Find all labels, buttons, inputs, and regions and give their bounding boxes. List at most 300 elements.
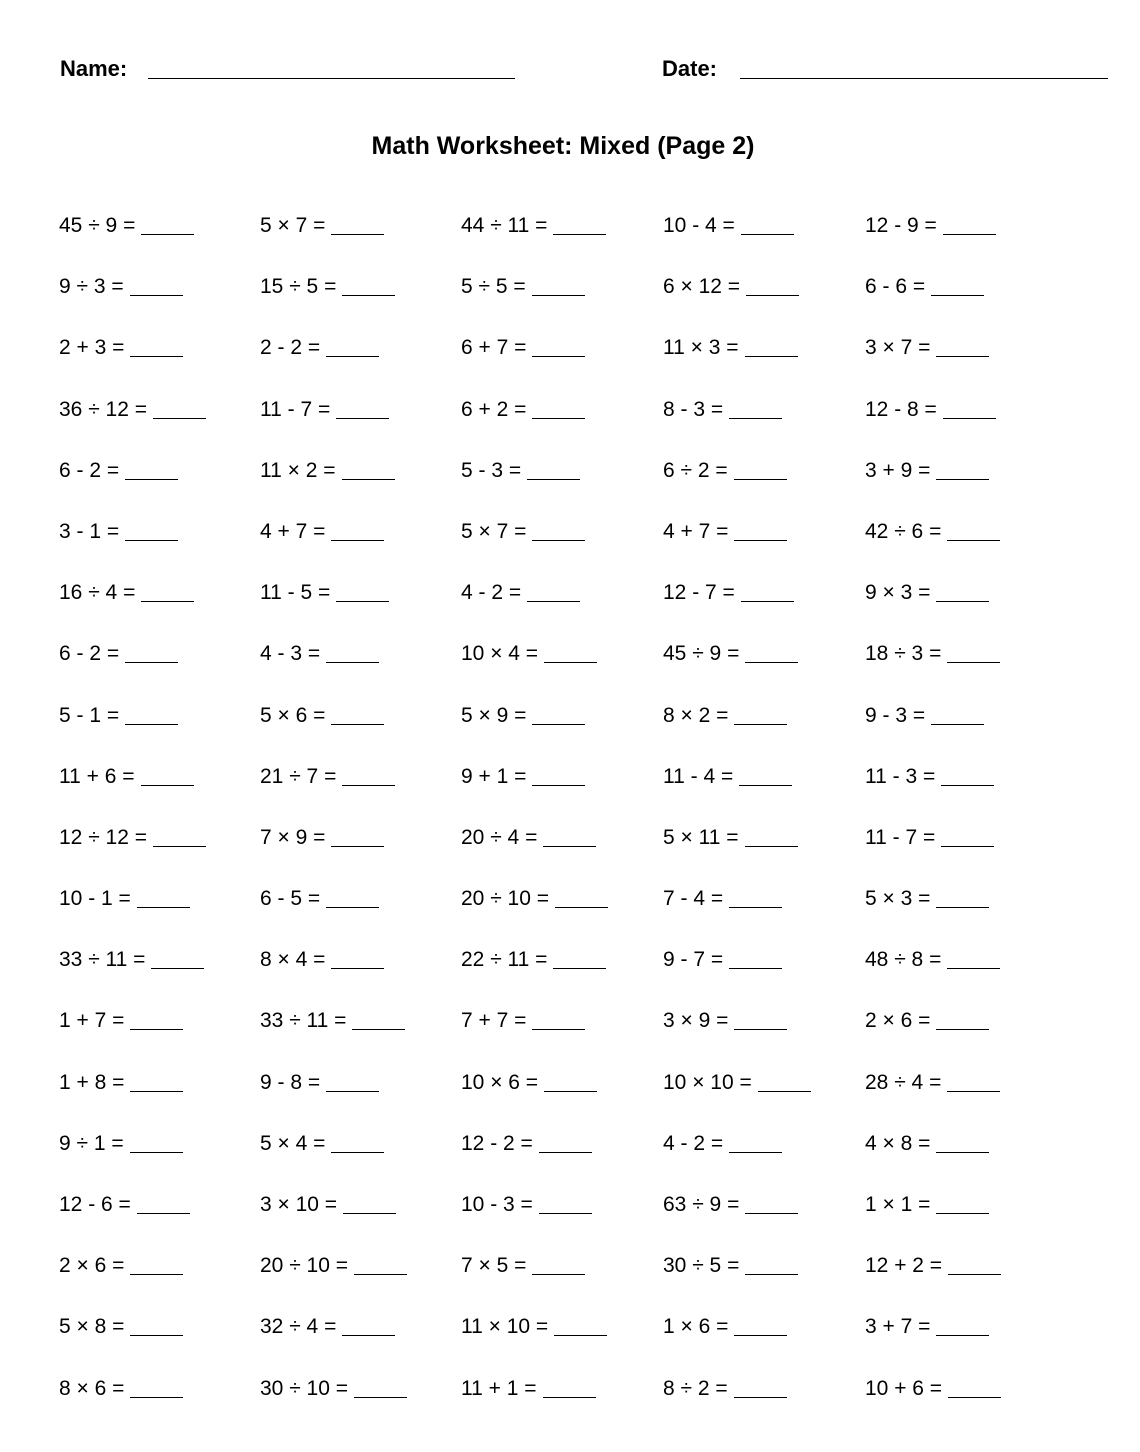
- problem-item: [663, 1069, 811, 1097]
- answer-blank[interactable]: [331, 948, 384, 969]
- answer-blank[interactable]: [734, 1377, 787, 1398]
- problem-expression: 6 + 2 =: [461, 397, 527, 421]
- problem-item: [260, 1069, 379, 1097]
- problem-expression: 2 × 6 =: [59, 1254, 125, 1278]
- answer-blank[interactable]: [336, 398, 389, 419]
- problem-expression: 45 ÷ 9 =: [663, 642, 740, 666]
- problem-item: [260, 1375, 407, 1403]
- problem-item: [461, 1007, 585, 1035]
- problem-item: [663, 212, 794, 240]
- answer-blank[interactable]: [554, 1315, 607, 1336]
- problem-item: [865, 885, 989, 913]
- problem-expression: 8 ÷ 2 =: [663, 1376, 728, 1400]
- problem-expression: 2 - 2 =: [260, 336, 321, 360]
- answer-blank[interactable]: [352, 1009, 405, 1030]
- answer-blank[interactable]: [331, 1132, 384, 1153]
- answer-blank[interactable]: [532, 704, 585, 725]
- answer-blank[interactable]: [943, 214, 996, 235]
- answer-blank[interactable]: [130, 1132, 183, 1153]
- problem-expression: 33 ÷ 11 =: [59, 948, 146, 972]
- problem-item: [59, 1313, 183, 1341]
- problem-expression: 42 ÷ 6 =: [865, 519, 942, 543]
- problem-item: [663, 885, 782, 913]
- problem-item: [461, 579, 580, 607]
- answer-blank[interactable]: [539, 1132, 592, 1153]
- problem-expression: 11 - 5 =: [260, 581, 331, 605]
- problem-expression: 22 ÷ 11 =: [461, 948, 548, 972]
- answer-blank[interactable]: [734, 520, 787, 541]
- problem-item: [663, 273, 799, 301]
- answer-blank[interactable]: [553, 948, 606, 969]
- problem-item: [260, 1252, 407, 1280]
- problem-item: [865, 946, 1000, 974]
- problem-item: [59, 946, 204, 974]
- problem-item: [461, 273, 585, 301]
- answer-blank[interactable]: [543, 826, 596, 847]
- answer-blank[interactable]: [527, 581, 580, 602]
- problem-expression: 7 - 4 =: [663, 887, 724, 911]
- answer-blank[interactable]: [141, 214, 194, 235]
- answer-blank[interactable]: [931, 704, 984, 725]
- problem-item: [461, 396, 585, 424]
- problem-item: [461, 1130, 592, 1158]
- problem-item: [461, 518, 585, 546]
- problem-expression: 1 × 1 =: [865, 1193, 931, 1216]
- answer-blank[interactable]: [342, 459, 395, 480]
- answer-blank[interactable]: [539, 1193, 592, 1214]
- answer-blank[interactable]: [532, 765, 585, 786]
- problem-expression: 12 + 2 =: [865, 1254, 943, 1278]
- problem-item: [663, 1191, 798, 1219]
- answer-blank[interactable]: [342, 765, 395, 786]
- answer-blank[interactable]: [137, 887, 190, 908]
- answer-blank[interactable]: [137, 1193, 190, 1214]
- problem-item: [59, 824, 206, 852]
- answer-blank[interactable]: [125, 459, 178, 480]
- answer-blank[interactable]: [947, 1071, 1000, 1092]
- problem-item: [59, 885, 190, 913]
- answer-blank[interactable]: [734, 704, 787, 725]
- problem-expression: 3 × 10 =: [260, 1193, 338, 1216]
- answer-blank[interactable]: [936, 581, 989, 602]
- problem-expression: 7 × 5 =: [461, 1254, 527, 1278]
- problem-expression: 10 × 4 =: [461, 642, 539, 666]
- problem-item: [260, 579, 389, 607]
- answer-blank[interactable]: [354, 1377, 407, 1398]
- answer-blank[interactable]: [948, 1254, 1001, 1275]
- problem-expression: 45 ÷ 9 =: [59, 214, 136, 237]
- answer-blank[interactable]: [941, 826, 994, 847]
- answer-blank[interactable]: [151, 948, 204, 969]
- problem-item: [59, 334, 183, 362]
- problem-item: [865, 273, 984, 301]
- answer-blank[interactable]: [153, 826, 206, 847]
- problem-item: [260, 702, 384, 730]
- problem-expression: 11 - 4 =: [663, 764, 734, 788]
- problem-expression: 5 × 11 =: [663, 825, 739, 849]
- problem-expression: 11 + 6 =: [59, 764, 135, 788]
- problem-expression: 3 + 7 =: [865, 1315, 931, 1339]
- problem-item: [461, 824, 596, 852]
- answer-blank[interactable]: [553, 214, 606, 235]
- problem-expression: 3 × 7 =: [865, 336, 931, 360]
- problem-expression: 11 × 2 =: [260, 458, 336, 482]
- problem-expression: 8 - 3 =: [663, 397, 724, 421]
- problem-expression: 20 ÷ 10 =: [461, 887, 550, 911]
- answer-blank[interactable]: [947, 642, 1000, 663]
- problem-expression: 12 - 7 =: [663, 581, 735, 605]
- answer-blank[interactable]: [153, 398, 206, 419]
- problem-item: [865, 212, 996, 240]
- problem-expression: 48 ÷ 8 =: [865, 948, 942, 972]
- problem-item: [59, 1252, 183, 1280]
- problem-item: [59, 396, 206, 424]
- answer-blank[interactable]: [331, 826, 384, 847]
- problem-item: [663, 824, 798, 852]
- problem-item: [461, 1191, 592, 1219]
- problem-item: [663, 396, 782, 424]
- problem-expression: 11 - 7 =: [260, 397, 331, 421]
- problem-expression: 9 - 7 =: [663, 948, 724, 972]
- problem-expression: 6 - 6 =: [865, 275, 926, 299]
- problem-item: [461, 212, 606, 240]
- problem-item: [461, 1375, 596, 1403]
- problem-expression: 12 - 8 =: [865, 397, 937, 421]
- problem-expression: 12 - 2 =: [461, 1131, 533, 1155]
- problem-item: [461, 457, 580, 485]
- answer-blank[interactable]: [331, 704, 384, 725]
- answer-blank[interactable]: [130, 1377, 183, 1398]
- answer-blank[interactable]: [326, 1071, 379, 1092]
- problem-item: [461, 1313, 607, 1341]
- problem-expression: 9 - 3 =: [865, 703, 926, 727]
- problem-expression: 11 × 10 =: [461, 1315, 549, 1339]
- problem-expression: 1 × 6 =: [663, 1315, 729, 1339]
- problem-expression: 10 - 4 =: [663, 214, 735, 237]
- problem-item: [663, 457, 787, 485]
- answer-blank[interactable]: [130, 1254, 183, 1275]
- answer-blank[interactable]: [745, 1254, 798, 1275]
- problem-expression: 5 × 7 =: [461, 519, 527, 543]
- problem-expression: 5 - 3 =: [461, 458, 522, 482]
- problem-item: [663, 640, 798, 668]
- problem-expression: 6 - 5 =: [260, 887, 321, 911]
- problem-expression: 8 × 6 =: [59, 1376, 125, 1400]
- problem-expression: 11 × 3 =: [663, 336, 739, 360]
- problem-expression: 10 + 6 =: [865, 1376, 943, 1400]
- answer-blank[interactable]: [141, 581, 194, 602]
- answer-blank[interactable]: [729, 1132, 782, 1153]
- problem-expression: 1 + 7 =: [59, 1009, 125, 1033]
- problem-expression: 30 ÷ 5 =: [663, 1254, 740, 1278]
- problem-item: [260, 1130, 384, 1158]
- problem-item: [663, 518, 787, 546]
- answer-blank[interactable]: [948, 1377, 1001, 1398]
- problem-item: [865, 1130, 989, 1158]
- worksheet-title: Math Worksheet: Mixed (Page 2): [371, 132, 755, 160]
- problem-item: [461, 885, 608, 913]
- problem-expression: 16 ÷ 4 =: [59, 581, 136, 605]
- problem-item: [59, 273, 183, 301]
- answer-blank[interactable]: [532, 1009, 585, 1030]
- problem-expression: 5 × 4 =: [260, 1131, 326, 1155]
- problem-expression: 36 ÷ 12 =: [59, 397, 148, 421]
- problem-expression: 12 - 6 =: [59, 1193, 131, 1216]
- problem-item: [663, 763, 792, 791]
- problem-item: [663, 1007, 787, 1035]
- answer-blank[interactable]: [543, 1377, 596, 1398]
- problem-item: [865, 579, 989, 607]
- problem-expression: 6 - 2 =: [59, 458, 120, 482]
- problem-expression: 2 + 3 =: [59, 336, 125, 360]
- answer-blank[interactable]: [745, 1193, 798, 1214]
- answer-blank[interactable]: [936, 887, 989, 908]
- problem-expression: 21 ÷ 7 =: [260, 764, 337, 788]
- problem-item: [865, 1069, 1000, 1097]
- problem-expression: 44 ÷ 11 =: [461, 214, 548, 237]
- answer-blank[interactable]: [130, 336, 183, 357]
- problem-expression: 1 + 8 =: [59, 1070, 125, 1094]
- problem-expression: 4 + 7 =: [260, 519, 326, 543]
- problem-expression: 9 × 3 =: [865, 581, 931, 605]
- problem-expression: 4 + 7 =: [663, 519, 729, 543]
- problem-expression: 9 ÷ 3 =: [59, 275, 124, 299]
- problem-item: [260, 212, 384, 240]
- problem-item: [260, 946, 384, 974]
- problem-item: [663, 1130, 782, 1158]
- problem-item: [59, 1130, 183, 1158]
- answer-blank[interactable]: [936, 1315, 989, 1336]
- problem-item: [260, 518, 384, 546]
- problem-expression: 5 ÷ 5 =: [461, 275, 526, 299]
- problem-item: [260, 885, 379, 913]
- name-field-line[interactable]: [148, 78, 515, 79]
- answer-blank[interactable]: [125, 704, 178, 725]
- answer-blank[interactable]: [342, 1315, 395, 1336]
- answer-blank[interactable]: [331, 214, 384, 235]
- problem-expression: 6 - 2 =: [59, 642, 120, 666]
- problem-item: [663, 1313, 787, 1341]
- problem-item: [865, 640, 1000, 668]
- answer-blank[interactable]: [758, 1071, 811, 1092]
- answer-blank[interactable]: [936, 459, 989, 480]
- answer-blank[interactable]: [532, 520, 585, 541]
- problem-expression: 6 + 7 =: [461, 336, 527, 360]
- problem-item: [663, 702, 787, 730]
- problem-expression: 30 ÷ 10 =: [260, 1376, 349, 1400]
- problem-item: [59, 457, 178, 485]
- problem-item: [663, 1375, 787, 1403]
- problem-expression: 32 ÷ 4 =: [260, 1315, 337, 1339]
- problem-expression: 11 - 3 =: [865, 764, 936, 788]
- problem-expression: 15 ÷ 5 =: [260, 275, 337, 299]
- answer-blank[interactable]: [734, 1315, 787, 1336]
- answer-blank[interactable]: [532, 1254, 585, 1275]
- problem-expression: 7 × 9 =: [260, 825, 326, 849]
- problem-item: [461, 946, 606, 974]
- problem-item: [59, 763, 194, 791]
- answer-blank[interactable]: [326, 336, 379, 357]
- answer-blank[interactable]: [745, 826, 798, 847]
- problem-expression: 10 × 6 =: [461, 1070, 539, 1094]
- date-field-line[interactable]: [740, 78, 1108, 79]
- problem-item: [260, 457, 395, 485]
- answer-blank[interactable]: [734, 1009, 787, 1030]
- problem-expression: 5 - 1 =: [59, 703, 120, 727]
- answer-blank[interactable]: [746, 275, 799, 296]
- problem-expression: 11 - 7 =: [865, 825, 936, 849]
- problem-item: [461, 640, 597, 668]
- problem-expression: 3 + 9 =: [865, 458, 931, 482]
- answer-blank[interactable]: [130, 1009, 183, 1030]
- date-label: Date:: [662, 56, 718, 81]
- problem-item: [461, 1069, 597, 1097]
- answer-blank[interactable]: [130, 1071, 183, 1092]
- problem-expression: 20 ÷ 10 =: [260, 1254, 349, 1278]
- answer-blank[interactable]: [745, 642, 798, 663]
- problem-item: [865, 1007, 989, 1035]
- problem-expression: 3 - 1 =: [59, 519, 120, 543]
- answer-blank[interactable]: [544, 1071, 597, 1092]
- problem-item: [865, 1313, 989, 1341]
- problem-item: [59, 1375, 183, 1403]
- problem-item: [865, 763, 994, 791]
- problem-item: [865, 1191, 989, 1219]
- answer-blank[interactable]: [936, 1193, 989, 1214]
- problem-item: [865, 1252, 1001, 1280]
- problem-item: [260, 396, 389, 424]
- answer-blank[interactable]: [936, 1009, 989, 1030]
- answer-blank[interactable]: [741, 581, 794, 602]
- answer-blank[interactable]: [739, 765, 792, 786]
- answer-blank[interactable]: [729, 398, 782, 419]
- answer-blank[interactable]: [936, 336, 989, 357]
- problem-item: [865, 518, 1000, 546]
- answer-blank[interactable]: [336, 581, 389, 602]
- problem-item: [59, 1191, 190, 1219]
- problem-item: [260, 1191, 396, 1219]
- problem-expression: 5 × 3 =: [865, 887, 931, 911]
- problem-expression: 5 × 9 =: [461, 703, 527, 727]
- problem-expression: 5 × 7 =: [260, 214, 326, 237]
- answer-blank[interactable]: [141, 765, 194, 786]
- problem-expression: 20 ÷ 4 =: [461, 825, 538, 849]
- answer-blank[interactable]: [745, 336, 798, 357]
- problem-expression: 7 + 7 =: [461, 1009, 527, 1033]
- answer-blank[interactable]: [342, 275, 395, 296]
- answer-blank[interactable]: [532, 275, 585, 296]
- answer-blank[interactable]: [326, 887, 379, 908]
- problem-item: [663, 334, 798, 362]
- answer-blank[interactable]: [947, 520, 1000, 541]
- answer-blank[interactable]: [943, 398, 996, 419]
- problem-item: [59, 518, 178, 546]
- problem-item: [865, 334, 989, 362]
- problem-item: [461, 334, 585, 362]
- problem-expression: 8 × 2 =: [663, 703, 729, 727]
- answer-blank[interactable]: [931, 275, 984, 296]
- problem-item: [865, 396, 996, 424]
- problem-expression: 4 - 2 =: [461, 581, 522, 605]
- answer-blank[interactable]: [331, 520, 384, 541]
- problem-expression: 18 ÷ 3 =: [865, 642, 942, 666]
- problem-expression: 9 ÷ 1 =: [59, 1131, 124, 1155]
- answer-blank[interactable]: [326, 642, 379, 663]
- answer-blank[interactable]: [555, 887, 608, 908]
- problem-item: [663, 579, 794, 607]
- answer-blank[interactable]: [354, 1254, 407, 1275]
- problem-expression: 4 - 2 =: [663, 1131, 724, 1155]
- problem-expression: 10 × 10 =: [663, 1070, 752, 1094]
- problem-expression: 6 ÷ 2 =: [663, 458, 728, 482]
- problem-item: [59, 640, 178, 668]
- answer-blank[interactable]: [343, 1193, 396, 1214]
- problem-item: [865, 457, 989, 485]
- problem-expression: 11 + 1 =: [461, 1376, 537, 1400]
- problem-expression: 4 - 3 =: [260, 642, 321, 666]
- problem-item: [260, 824, 384, 852]
- problem-item: [461, 763, 585, 791]
- problem-item: [461, 1252, 585, 1280]
- problem-item: [59, 212, 194, 240]
- problem-expression: 2 × 6 =: [865, 1009, 931, 1033]
- problem-item: [260, 273, 395, 301]
- problem-item: [865, 702, 984, 730]
- problem-expression: 9 + 1 =: [461, 764, 527, 788]
- problem-expression: 10 - 3 =: [461, 1193, 533, 1216]
- problem-expression: 3 × 9 =: [663, 1009, 729, 1033]
- problem-expression: 5 × 6 =: [260, 703, 326, 727]
- answer-blank[interactable]: [125, 520, 178, 541]
- problem-item: [260, 1007, 405, 1035]
- answer-blank[interactable]: [729, 948, 782, 969]
- problem-item: [865, 1375, 1001, 1403]
- name-label: Name:: [60, 56, 128, 81]
- problem-expression: 6 × 12 =: [663, 275, 741, 299]
- answer-blank[interactable]: [734, 459, 787, 480]
- answer-blank[interactable]: [544, 642, 597, 663]
- answer-blank[interactable]: [130, 275, 183, 296]
- problem-item: [461, 702, 585, 730]
- answer-blank[interactable]: [130, 1315, 183, 1336]
- answer-blank[interactable]: [729, 887, 782, 908]
- answer-blank[interactable]: [532, 336, 585, 357]
- problem-item: [59, 702, 178, 730]
- problem-item: [59, 1007, 183, 1035]
- problem-expression: 28 ÷ 4 =: [865, 1070, 942, 1094]
- answer-blank[interactable]: [947, 948, 1000, 969]
- answer-blank[interactable]: [125, 642, 178, 663]
- problem-expression: 10 - 1 =: [59, 887, 131, 911]
- answer-blank[interactable]: [936, 1132, 989, 1153]
- answer-blank[interactable]: [527, 459, 580, 480]
- problem-expression: 33 ÷ 11 =: [260, 1009, 347, 1033]
- problem-expression: 63 ÷ 9 =: [663, 1193, 740, 1216]
- problem-expression: 5 × 8 =: [59, 1315, 125, 1339]
- problem-expression: 12 - 9 =: [865, 214, 937, 237]
- problem-item: [663, 1252, 798, 1280]
- problem-expression: 12 ÷ 12 =: [59, 825, 148, 849]
- answer-blank[interactable]: [941, 765, 994, 786]
- problem-item: [260, 640, 379, 668]
- problem-expression: 8 × 4 =: [260, 948, 326, 972]
- answer-blank[interactable]: [532, 398, 585, 419]
- problem-item: [59, 1069, 183, 1097]
- problem-item: [865, 824, 994, 852]
- problem-item: [59, 579, 194, 607]
- problem-expression: 4 × 8 =: [865, 1131, 931, 1155]
- answer-blank[interactable]: [741, 214, 794, 235]
